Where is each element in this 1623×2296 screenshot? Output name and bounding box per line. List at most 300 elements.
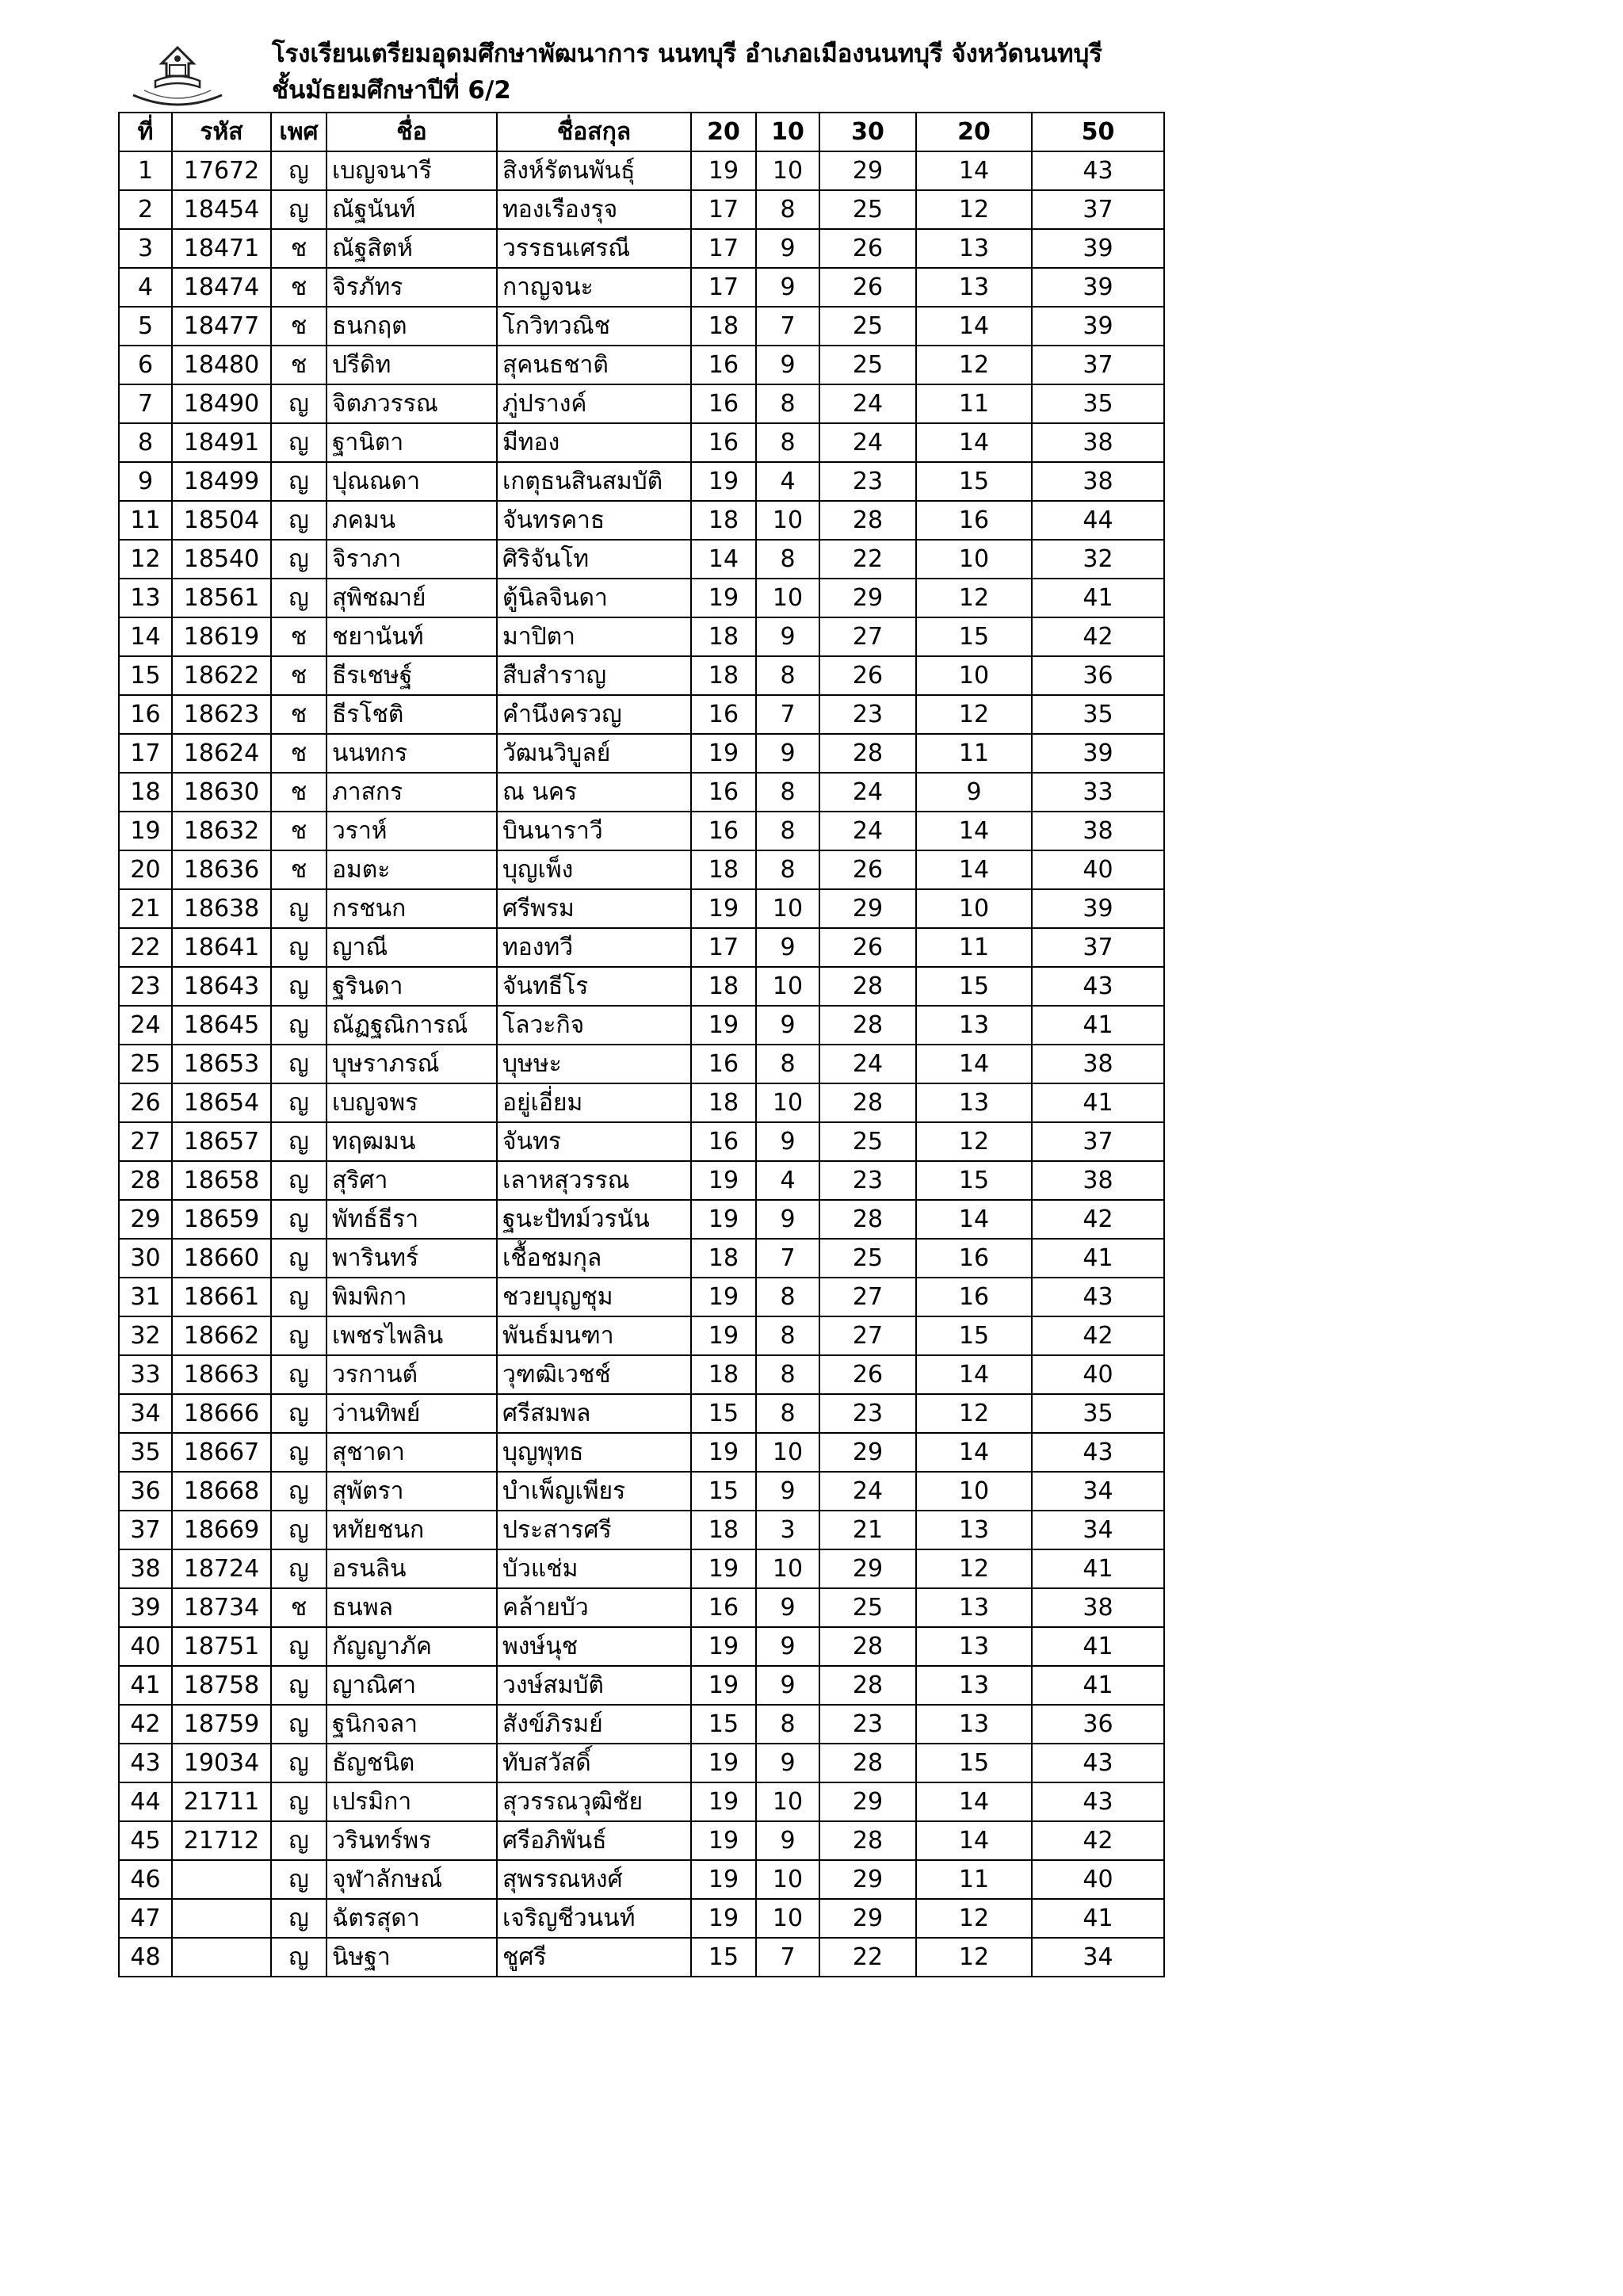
table-cell: ณัฐนันท์ <box>327 190 497 229</box>
table-cell: เพชรไพลิน <box>327 1316 497 1355</box>
table-cell: ทองทวี <box>497 928 691 967</box>
table-cell: สิงห์รัตนพันธุ์ <box>497 151 691 190</box>
table-cell: 10 <box>756 1433 819 1472</box>
table-cell: ว่านทิพย์ <box>327 1394 497 1433</box>
table-cell: 7 <box>756 1239 819 1278</box>
table-cell: 19 <box>691 1860 756 1899</box>
table-cell: เบญจพร <box>327 1083 497 1122</box>
table-cell: 9 <box>756 1200 819 1239</box>
table-cell: ศิริจันโท <box>497 540 691 579</box>
table-cell: 9 <box>756 1006 819 1045</box>
table-cell: 41 <box>1032 1006 1164 1045</box>
table-cell: 37 <box>1032 1122 1164 1161</box>
table-cell: 10 <box>756 1899 819 1938</box>
table-cell: 41 <box>1032 579 1164 617</box>
table-row <box>119 928 1164 967</box>
table-cell: ญ <box>271 1549 327 1588</box>
table-cell: 8 <box>756 656 819 695</box>
table-cell: มีทอง <box>497 423 691 462</box>
column-header: 50 <box>1032 113 1164 151</box>
table-cell: 19 <box>691 1627 756 1666</box>
table-cell: 5 <box>119 307 172 346</box>
table-cell: 14 <box>916 307 1032 346</box>
table-cell: 18662 <box>172 1316 271 1355</box>
column-header: ชื่อ <box>327 113 497 151</box>
table-cell: 10 <box>916 540 1032 579</box>
table-cell: โลวะกิจ <box>497 1006 691 1045</box>
table-cell: 18638 <box>172 889 271 928</box>
table-cell: 24 <box>819 423 916 462</box>
table-cell: ญ <box>271 501 327 540</box>
table-cell: ณัฏฐณิการณ์ <box>327 1006 497 1045</box>
table-cell: 43 <box>1032 1744 1164 1782</box>
table-cell: 18474 <box>172 268 271 307</box>
table-cell: จิตภวรรณ <box>327 384 497 423</box>
table-cell: 26 <box>819 928 916 967</box>
table-cell: 47 <box>119 1899 172 1938</box>
table-cell: 27 <box>819 1316 916 1355</box>
table-cell: 16 <box>691 773 756 812</box>
table-cell: 39 <box>1032 307 1164 346</box>
table-cell: 18658 <box>172 1161 271 1200</box>
table-cell: 23 <box>819 1394 916 1433</box>
column-header: เพศ <box>271 113 327 151</box>
table-cell: ญาณิศา <box>327 1666 497 1705</box>
table-cell: เบญจนารี <box>327 151 497 190</box>
table-cell: 18540 <box>172 540 271 579</box>
table-cell: เปรมิกา <box>327 1782 497 1821</box>
table-cell: 28 <box>819 1083 916 1122</box>
table-cell: 25 <box>819 1122 916 1161</box>
table-row <box>119 1511 1164 1549</box>
table-cell: ช <box>271 268 327 307</box>
table-cell: 19 <box>691 462 756 501</box>
table-cell: 23 <box>819 1161 916 1200</box>
table-cell: 18654 <box>172 1083 271 1122</box>
table-cell: ทฤฒมน <box>327 1122 497 1161</box>
table-cell: ณัฐสิตห์ <box>327 229 497 268</box>
table-cell: มาปิตา <box>497 617 691 656</box>
table-cell: 9 <box>756 229 819 268</box>
table-cell: วุฑฒิเวชช์ <box>497 1355 691 1394</box>
table-cell: 28 <box>819 1666 916 1705</box>
table-cell: 26 <box>119 1083 172 1122</box>
table-cell: 18477 <box>172 307 271 346</box>
table-cell: 3 <box>119 229 172 268</box>
table-header <box>119 113 1164 151</box>
column-header: 20 <box>691 113 756 151</box>
column-header: รหัส <box>172 113 271 151</box>
table-cell: 16 <box>691 1045 756 1083</box>
table-cell: 24 <box>819 384 916 423</box>
table-cell: 18668 <box>172 1472 271 1511</box>
table-cell: 4 <box>756 462 819 501</box>
table-cell: 29 <box>119 1200 172 1239</box>
table-cell: 10 <box>916 656 1032 695</box>
table-cell: 12 <box>916 346 1032 384</box>
table-cell: เลาหสุวรรณ <box>497 1161 691 1200</box>
table-cell: 19 <box>691 1200 756 1239</box>
table-cell: ณ นคร <box>497 773 691 812</box>
table-cell: 15 <box>916 1316 1032 1355</box>
table-cell: สุพัตรา <box>327 1472 497 1511</box>
table-cell: จันทธีโร <box>497 967 691 1006</box>
table-row <box>119 501 1164 540</box>
table-cell: 18504 <box>172 501 271 540</box>
table-cell: 28 <box>819 1821 916 1860</box>
table-cell: 29 <box>819 151 916 190</box>
table-cell: 38 <box>119 1549 172 1588</box>
table-cell: 34 <box>1032 1511 1164 1549</box>
table-cell: 40 <box>1032 850 1164 889</box>
table-cell: 13 <box>916 229 1032 268</box>
table-cell: 8 <box>756 423 819 462</box>
table-cell: 29 <box>819 1899 916 1938</box>
table-row <box>119 967 1164 1006</box>
table-cell: 43 <box>1032 1782 1164 1821</box>
table-cell: 18663 <box>172 1355 271 1394</box>
table-cell: 29 <box>819 1433 916 1472</box>
table-row <box>119 617 1164 656</box>
table-cell: สุพิชฌาย์ <box>327 579 497 617</box>
table-row <box>119 190 1164 229</box>
table-cell: 27 <box>119 1122 172 1161</box>
table-cell: ญ <box>271 1122 327 1161</box>
table-cell: 42 <box>1032 1316 1164 1355</box>
table-cell: 10 <box>756 151 819 190</box>
table-cell: 27 <box>819 1278 916 1316</box>
table-cell: วรกานต์ <box>327 1355 497 1394</box>
table-cell: ญ <box>271 1006 327 1045</box>
table-cell: 28 <box>819 1744 916 1782</box>
table-cell: 36 <box>119 1472 172 1511</box>
table-cell: 13 <box>119 579 172 617</box>
table-row <box>119 850 1164 889</box>
table-cell: 14 <box>916 1200 1032 1239</box>
table-cell: 37 <box>1032 346 1164 384</box>
table-cell: 25 <box>819 190 916 229</box>
table-cell: ญ <box>271 1200 327 1239</box>
table-cell: ศรีอภิพันธ์ <box>497 1821 691 1860</box>
table-cell: 23 <box>819 462 916 501</box>
table-cell: 37 <box>1032 928 1164 967</box>
table-cell: ญ <box>271 1666 327 1705</box>
table-cell: ปุณณดา <box>327 462 497 501</box>
table-cell: 18645 <box>172 1006 271 1045</box>
table-cell: บัวแช่ม <box>497 1549 691 1588</box>
table-cell: 15 <box>691 1938 756 1977</box>
table-cell: 40 <box>1032 1355 1164 1394</box>
table-cell: 9 <box>756 617 819 656</box>
table-cell: วรินทร์พร <box>327 1821 497 1860</box>
table-cell: 18623 <box>172 695 271 734</box>
table-cell: คล้ายบัว <box>497 1588 691 1627</box>
table-cell: 14 <box>916 1782 1032 1821</box>
table-cell: 15 <box>916 462 1032 501</box>
table-cell: 40 <box>119 1627 172 1666</box>
table-cell: 29 <box>819 889 916 928</box>
table-row <box>119 1472 1164 1511</box>
table-cell: 18 <box>691 1355 756 1394</box>
table-cell: 28 <box>819 501 916 540</box>
table-cell: 6 <box>119 346 172 384</box>
table-cell: 18 <box>691 967 756 1006</box>
table-cell: 13 <box>916 1627 1032 1666</box>
table-cell: จันทร <box>497 1122 691 1161</box>
table-cell: 19 <box>691 1782 756 1821</box>
table-cell: 13 <box>916 1511 1032 1549</box>
table-cell: 8 <box>756 1705 819 1744</box>
table-cell: ศรีพรม <box>497 889 691 928</box>
table-cell: 15 <box>691 1705 756 1744</box>
table-cell: กัญญาภัค <box>327 1627 497 1666</box>
table-cell: 19 <box>691 1161 756 1200</box>
table-cell: หทัยชนก <box>327 1511 497 1549</box>
table-cell: 18734 <box>172 1588 271 1627</box>
table-cell: 19 <box>691 1316 756 1355</box>
table-cell: พงษ์นุช <box>497 1627 691 1666</box>
table-cell: 12 <box>916 1549 1032 1588</box>
table-cell: 14 <box>916 1821 1032 1860</box>
table-cell: 26 <box>819 268 916 307</box>
table-cell: 9 <box>756 734 819 773</box>
table-row <box>119 151 1164 190</box>
table-cell: 3 <box>756 1511 819 1549</box>
table-cell: ช <box>271 656 327 695</box>
table-row <box>119 540 1164 579</box>
table-cell: 16 <box>691 346 756 384</box>
table-cell: สุริศา <box>327 1161 497 1200</box>
table-cell: 8 <box>756 850 819 889</box>
table-cell: 17672 <box>172 151 271 190</box>
table-row <box>119 384 1164 423</box>
table-cell: สุคนธชาติ <box>497 346 691 384</box>
table-cell: 41 <box>1032 1083 1164 1122</box>
table-cell: ญ <box>271 540 327 579</box>
table-cell: 15 <box>916 1161 1032 1200</box>
table-cell: 18630 <box>172 773 271 812</box>
table-cell: 8 <box>756 1394 819 1433</box>
table-cell: 12 <box>916 1899 1032 1938</box>
column-header: ชื่อสกุล <box>497 113 691 151</box>
column-header: 30 <box>819 113 916 151</box>
table-cell: 18643 <box>172 967 271 1006</box>
table-cell: 15 <box>916 967 1032 1006</box>
table-cell: 18667 <box>172 1433 271 1472</box>
table-cell: 10 <box>756 1549 819 1588</box>
table-cell: ฐนะปัทม์วรนัน <box>497 1200 691 1239</box>
table-cell: 19034 <box>172 1744 271 1782</box>
table-cell: 18632 <box>172 812 271 850</box>
table-cell: 18660 <box>172 1239 271 1278</box>
table-cell: 25 <box>819 1588 916 1627</box>
table-cell: ศรีสมพล <box>497 1394 691 1433</box>
table-cell: 41 <box>1032 1549 1164 1588</box>
table-row <box>119 268 1164 307</box>
table-cell: วัฒนวิบูลย์ <box>497 734 691 773</box>
table-cell: 35 <box>1032 695 1164 734</box>
table-cell: 14 <box>691 540 756 579</box>
table-cell: สุพรรณหงศ์ <box>497 1860 691 1899</box>
table-cell: 9 <box>756 268 819 307</box>
table-cell: 15 <box>916 617 1032 656</box>
table-cell: 16 <box>691 1588 756 1627</box>
table-row <box>119 1316 1164 1355</box>
table-cell: ชวยบุญชุม <box>497 1278 691 1316</box>
table-cell: ญ <box>271 151 327 190</box>
table-cell: 11 <box>119 501 172 540</box>
table-cell: 43 <box>1032 151 1164 190</box>
table-cell: 28 <box>819 1627 916 1666</box>
table-cell: บุญเพ็ง <box>497 850 691 889</box>
table-cell: ญ <box>271 384 327 423</box>
table-cell: ธีรเชษฐ์ <box>327 656 497 695</box>
table-row <box>119 773 1164 812</box>
score-table <box>118 112 1165 1977</box>
table-cell: 17 <box>691 268 756 307</box>
table-cell: 4 <box>119 268 172 307</box>
table-cell: 14 <box>916 1045 1032 1083</box>
table-row <box>119 1705 1164 1744</box>
table-cell: 10 <box>756 1083 819 1122</box>
table-cell: จิรภัทร <box>327 268 497 307</box>
table-cell <box>172 1899 271 1938</box>
table-cell: บินนาราวี <box>497 812 691 850</box>
table-cell: 35 <box>1032 384 1164 423</box>
table-cell: คำนึงครวญ <box>497 695 691 734</box>
table-cell: 21 <box>819 1511 916 1549</box>
table-cell: ฐนิกจลา <box>327 1705 497 1744</box>
table-cell: ญ <box>271 423 327 462</box>
table-cell: 13 <box>916 1705 1032 1744</box>
table-cell: 28 <box>819 967 916 1006</box>
table-cell: 10 <box>756 1860 819 1899</box>
table-row <box>119 1006 1164 1045</box>
table-cell: 9 <box>756 1122 819 1161</box>
table-cell: 24 <box>819 812 916 850</box>
table-cell: ญ <box>271 1394 327 1433</box>
table-cell: 24 <box>819 1045 916 1083</box>
table-cell: 10 <box>756 579 819 617</box>
table-row <box>119 1239 1164 1278</box>
table-cell: 42 <box>1032 1200 1164 1239</box>
table-cell: 8 <box>756 1045 819 1083</box>
table-cell: 40 <box>1032 1860 1164 1899</box>
table-cell: 41 <box>1032 1239 1164 1278</box>
table-cell: 30 <box>119 1239 172 1278</box>
table-cell: ทองเรืองรุจ <box>497 190 691 229</box>
table-cell: ชยานันท์ <box>327 617 497 656</box>
table-cell: 14 <box>916 812 1032 850</box>
table-row <box>119 1588 1164 1627</box>
table-cell: 24 <box>819 773 916 812</box>
table-cell: บุษษะ <box>497 1045 691 1083</box>
table-cell: 13 <box>916 1006 1032 1045</box>
table-cell: 15 <box>691 1472 756 1511</box>
table-cell: ช <box>271 617 327 656</box>
table-cell: 8 <box>756 540 819 579</box>
table-cell: ฉัตรสุดา <box>327 1899 497 1938</box>
table-row <box>119 579 1164 617</box>
table-row <box>119 1355 1164 1394</box>
table-row <box>119 1045 1164 1083</box>
table-cell: 8 <box>756 812 819 850</box>
table-row <box>119 889 1164 928</box>
table-cell: 45 <box>119 1821 172 1860</box>
table-cell: ปรีดิท <box>327 346 497 384</box>
table-cell: 10 <box>756 501 819 540</box>
table-cell: 19 <box>691 1278 756 1316</box>
table-cell: 9 <box>756 1666 819 1705</box>
table-cell: 12 <box>119 540 172 579</box>
table-cell: 37 <box>119 1511 172 1549</box>
table-cell: ช <box>271 695 327 734</box>
table-cell: ญ <box>271 1744 327 1782</box>
table-cell: 9 <box>119 462 172 501</box>
table-row <box>119 1278 1164 1316</box>
table-cell: 14 <box>916 423 1032 462</box>
table-cell: 11 <box>916 1860 1032 1899</box>
table-cell: 41 <box>1032 1899 1164 1938</box>
table-cell: 42 <box>1032 1821 1164 1860</box>
table-cell: จุฬาลักษณ์ <box>327 1860 497 1899</box>
table-cell: 36 <box>1032 656 1164 695</box>
table-cell: 38 <box>1032 1045 1164 1083</box>
table-cell: 18 <box>691 656 756 695</box>
table-cell: 34 <box>1032 1472 1164 1511</box>
table-cell: 18622 <box>172 656 271 695</box>
table-cell: 18 <box>691 307 756 346</box>
table-cell: 12 <box>916 695 1032 734</box>
table-row <box>119 695 1164 734</box>
table-cell: 28 <box>119 1161 172 1200</box>
table-cell: 21 <box>119 889 172 928</box>
table-row <box>119 346 1164 384</box>
table-cell: 22 <box>819 540 916 579</box>
table-cell: ญ <box>271 1433 327 1472</box>
table-cell: 9 <box>756 1821 819 1860</box>
table-cell: 18490 <box>172 384 271 423</box>
table-row <box>119 1394 1164 1433</box>
table-row <box>119 1122 1164 1161</box>
table-cell: 25 <box>819 1239 916 1278</box>
table-cell: ธัญชนิต <box>327 1744 497 1782</box>
table-cell: สังข์ภิรมย์ <box>497 1705 691 1744</box>
table-cell: 19 <box>691 579 756 617</box>
table-cell: 18454 <box>172 190 271 229</box>
table-cell: 23 <box>119 967 172 1006</box>
table-cell: 18 <box>691 850 756 889</box>
table-cell: 38 <box>1032 462 1164 501</box>
table-cell: 39 <box>1032 734 1164 773</box>
table-cell: 28 <box>819 1200 916 1239</box>
table-cell: ตู้นิลจินดา <box>497 579 691 617</box>
table-cell: ญ <box>271 1472 327 1511</box>
table-cell: 39 <box>119 1588 172 1627</box>
table-cell: 25 <box>119 1045 172 1083</box>
table-cell: ญ <box>271 579 327 617</box>
table-cell: กาญจนะ <box>497 268 691 307</box>
table-cell: พิมพิกา <box>327 1278 497 1316</box>
table-cell: 41 <box>1032 1666 1164 1705</box>
table-cell: 44 <box>119 1782 172 1821</box>
table-cell: 18491 <box>172 423 271 462</box>
table-row <box>119 1782 1164 1821</box>
table-cell: 26 <box>819 1355 916 1394</box>
table-cell: 24 <box>119 1006 172 1045</box>
table-cell: 7 <box>756 1938 819 1977</box>
table-cell: ญ <box>271 1355 327 1394</box>
